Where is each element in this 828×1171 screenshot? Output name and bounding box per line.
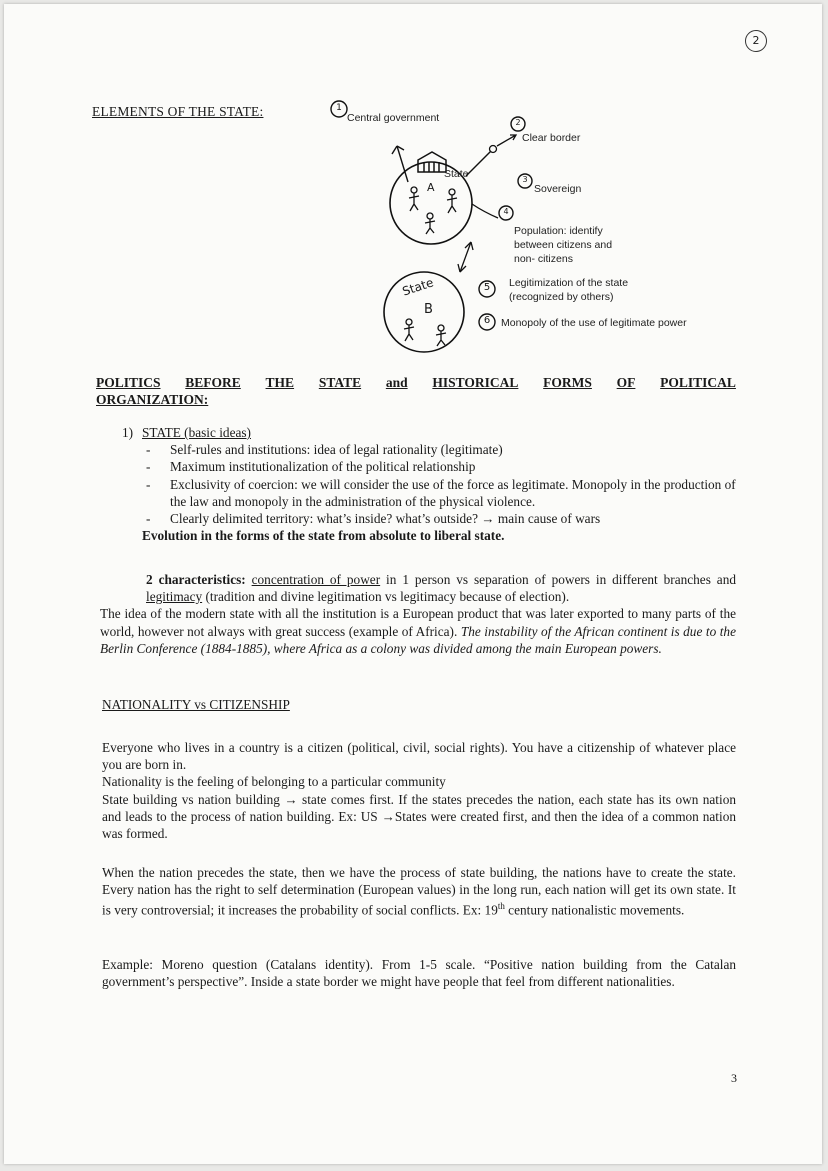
list-heading: 1) STATE (basic ideas)	[122, 425, 251, 440]
person-figures-b	[404, 319, 446, 346]
marker-3: 3	[522, 175, 528, 184]
nation-first-paragraph: When the nation precedes the state, then we have the process of state building, the nations have to create the state. Every nation has the right to self determination (European values) in the long run, each nation will get its own state. It is very controversial; it increases the probability of social conflicts. Ex: 19th century nationalistic movements.	[102, 865, 736, 918]
label-state-a: State	[444, 168, 469, 180]
citizen-paragraph: Everyone who lives in a country is a citizen (political, civil, social rights). You have a citizenship of whatever place you are born in.	[102, 740, 736, 773]
list-item: - Clearly delimited territory: what’s inside? what’s outside? → main cause of wars	[146, 511, 601, 527]
list-item: - Maximum institutionalization of the political relationship	[146, 459, 476, 475]
heading-nationality-vs-citizenship: NATIONALITY vs CITIZENSHIP	[102, 697, 290, 712]
list-item: - Exclusivity of coercion: we will consider the use of the force as legitimate. Monopoly in the production of the law and monopoly in the administration of the physical violence.	[146, 476, 736, 509]
state-basic-ideas-list	[122, 424, 742, 544]
label-state-b: State	[400, 275, 436, 299]
section-title-line1: POLITICS BEFORE THE STATE and HISTORICAL FORMS OF POLITICAL	[96, 375, 736, 390]
list-item: - Self-rules and institutions: idea of legal rationality (legitimate)	[146, 442, 503, 458]
connector-population	[472, 204, 498, 218]
page-number: 3	[731, 1071, 737, 1085]
person-figures-a	[409, 187, 457, 234]
label-clear-border: Clear border	[522, 132, 581, 144]
citizenship-block	[102, 739, 736, 842]
label-central-government: Central government	[347, 112, 440, 124]
marker-5: 5	[483, 282, 491, 293]
document-page	[4, 4, 822, 1164]
section-title	[96, 374, 736, 408]
evolution-line: Evolution in the forms of the state from absolute to liberal state.	[142, 528, 505, 544]
state-building-paragraph: State building vs nation building → state comes first. If the states precedes the nation, each state has its own nation and leads to the process of nation building. Ex: US →States were created first, and then the idea of a common nation was formed.	[102, 791, 736, 842]
section-title-line2: ORGANIZATION:	[96, 392, 209, 407]
marker-6: 6	[483, 315, 491, 326]
marker-4: 4	[503, 207, 509, 216]
corner-page-mark: 2	[745, 30, 767, 52]
marker-1: 1	[336, 103, 342, 113]
label-population: Population: identify between citizens and non- citizens	[514, 225, 613, 265]
double-arrow-states	[460, 242, 471, 272]
marker-2: 2	[515, 118, 521, 127]
characteristics-paragraph: 2 characteristics: concentration of power in 1 person vs separation of powers in different branches and legitimacy (tradition and divine legitimation vs legitimacy because of election). The idea of the modern state with all the institution is a European product that was later exported to many parts of the world, however not always with great success (example of Africa). The instability of the African continent is due to the Berlin Conference (1884-1885), where Africa as a colony was divided among the main European powers.	[100, 572, 736, 656]
moreno-paragraph: Example: Moreno question (Catalans identity). From 1-5 scale. “Positive nation building from the Catalan government’s perspective”. Inside a state border we might have people that feel from different nationalities.	[102, 957, 736, 990]
nationality-paragraph: Nationality is the feeling of belonging to a particular community	[102, 774, 446, 790]
label-state-a-letter: A	[427, 181, 435, 194]
heading-elements-of-state: ELEMENTS OF THE STATE:	[92, 104, 264, 119]
diagram-drawing	[4, 4, 822, 364]
label-sovereign: Sovereign	[534, 183, 582, 195]
label-monopoly: Monopoly of the use of legitimate power	[501, 317, 687, 329]
arrow-to-border	[466, 151, 491, 176]
label-legitimization: Legitimization of the state (recognized by others)	[509, 277, 629, 303]
label-state-b-letter: B	[424, 302, 433, 317]
